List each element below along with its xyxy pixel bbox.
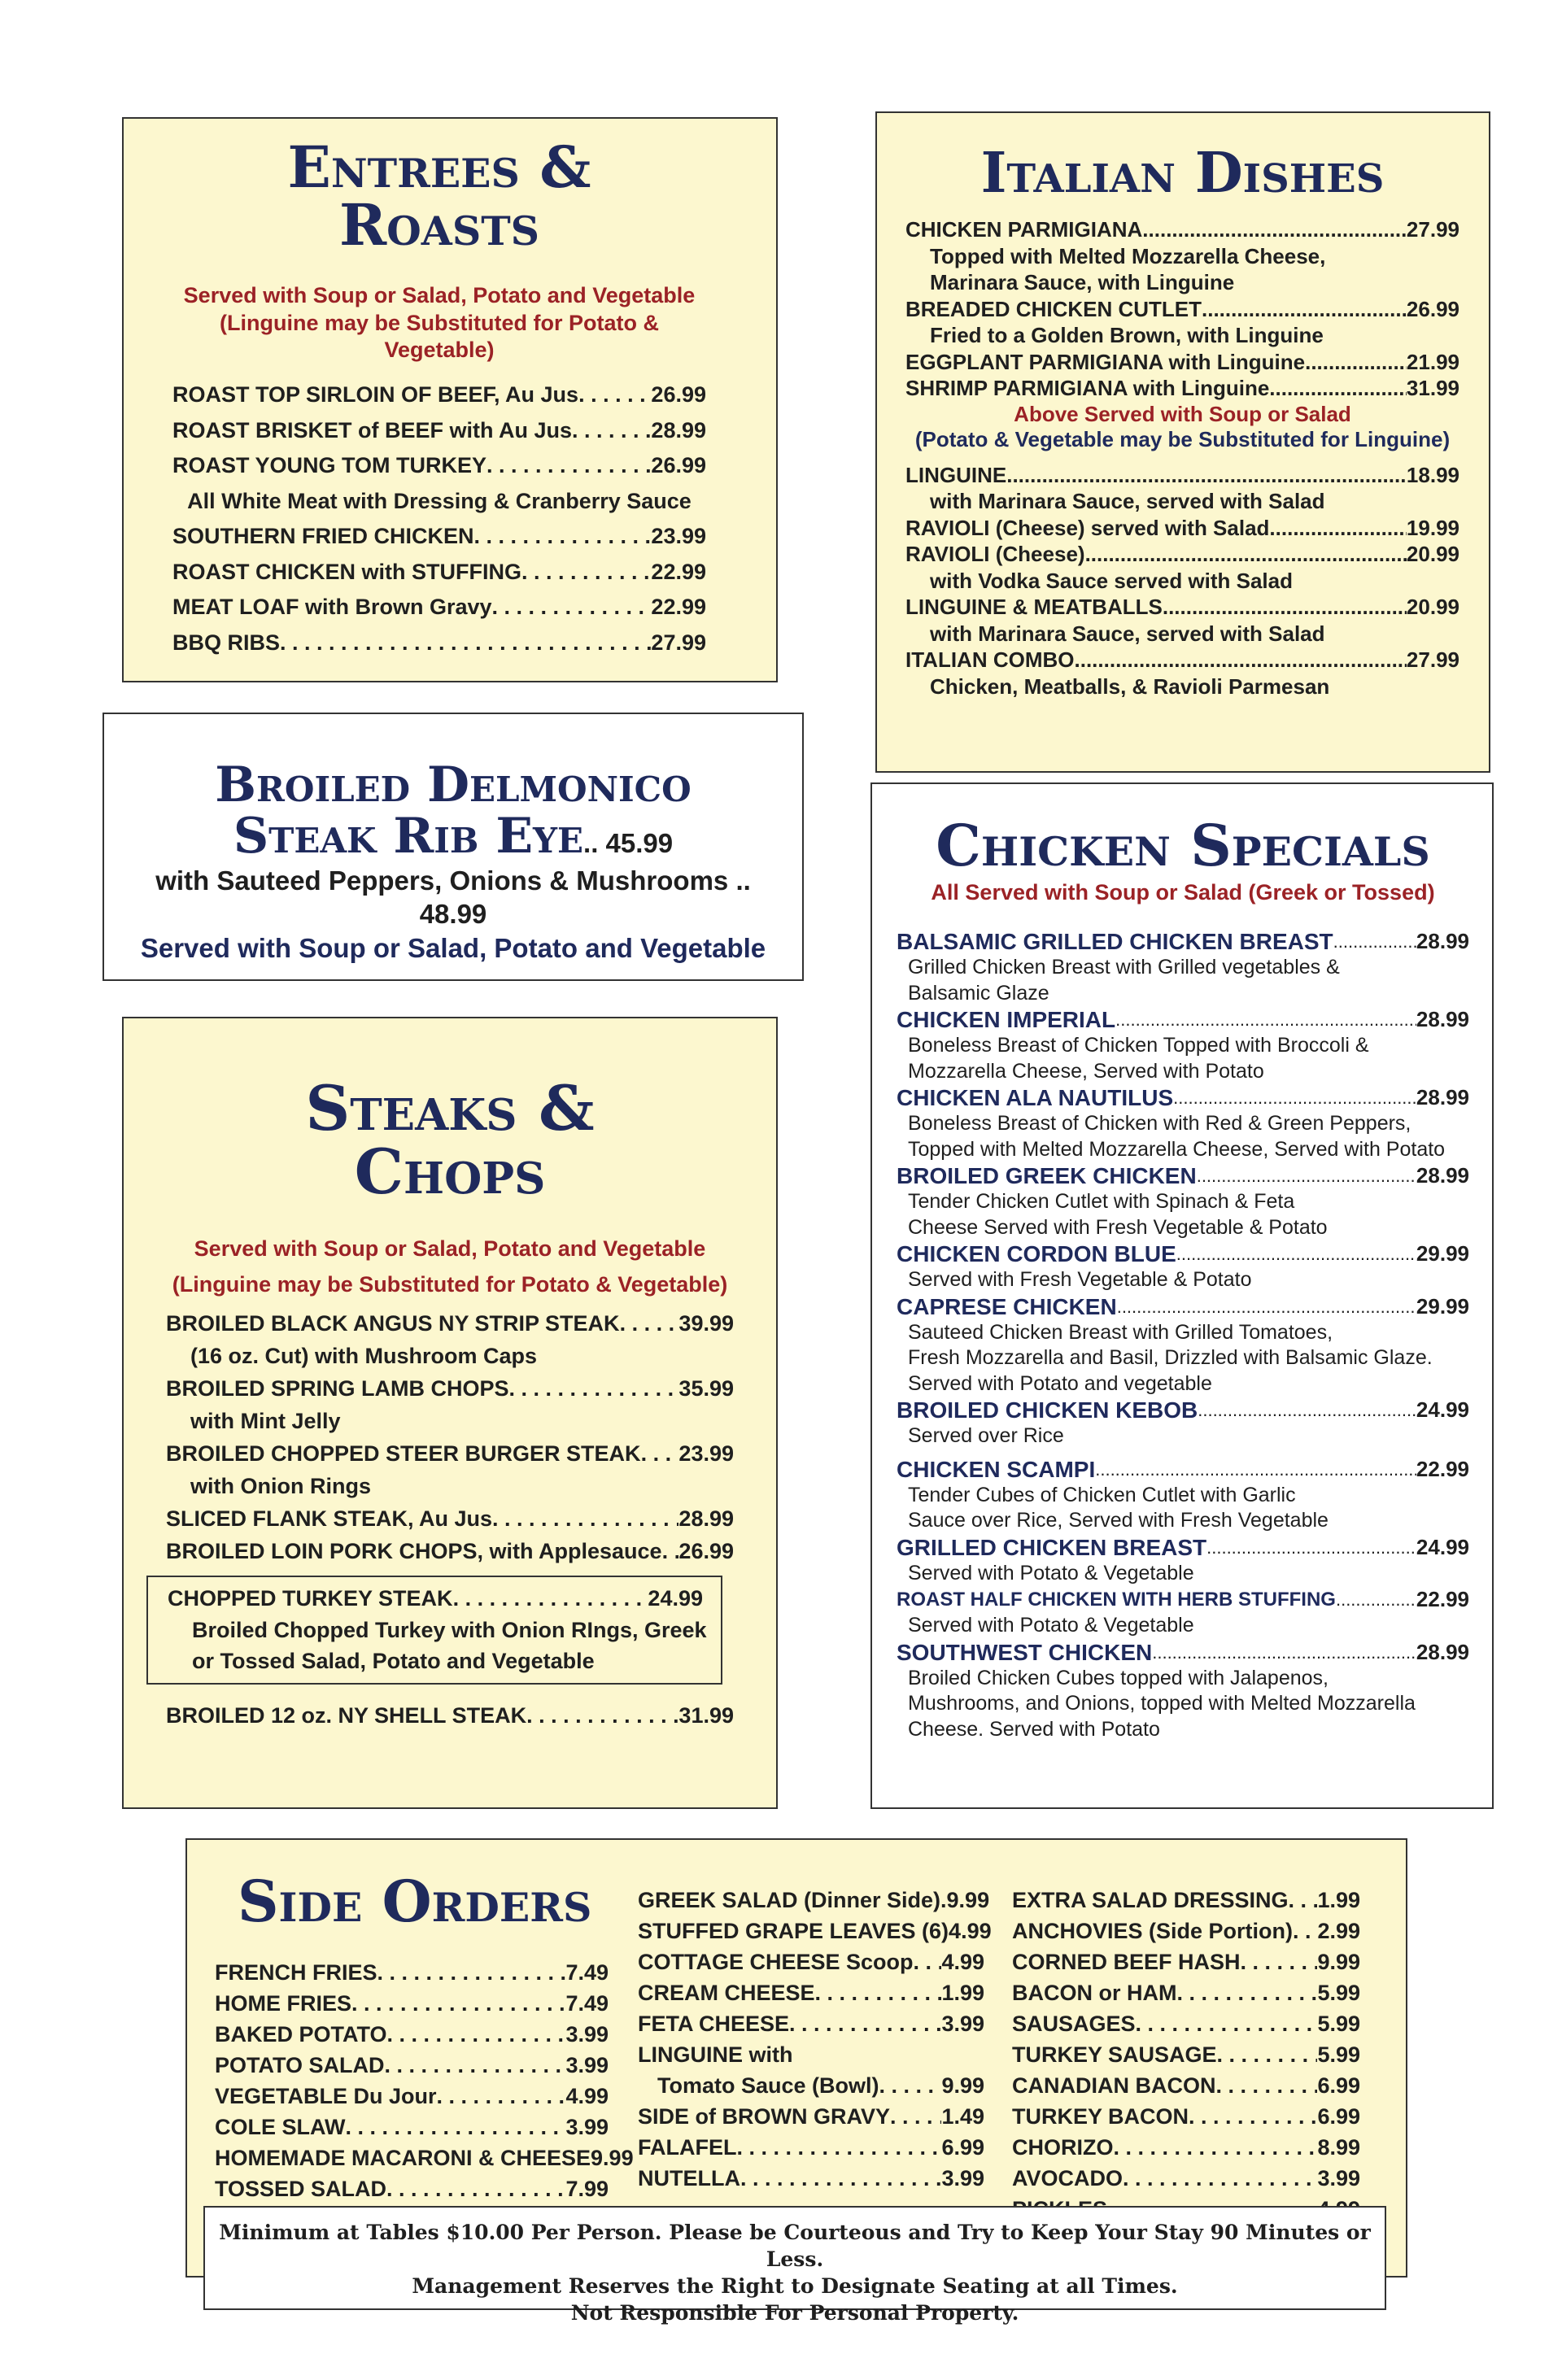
- menu-item-name: BALSAMIC GRILLED CHICKEN BREAST: [897, 929, 1333, 955]
- menu-item-description: with Marinara Sauce, served with Salad: [930, 489, 1325, 514]
- dot-leader: [1336, 1586, 1416, 1613]
- menu-item: ROAST BRISKET of BEEF with Au Jus . . . 28.99: [172, 413, 706, 449]
- menu-item: [897, 1534, 1469, 1561]
- menu-item: [897, 1162, 1469, 1189]
- menu-item-description: Chicken, Meatballs, & Ravioli Parmesan: [930, 673, 1330, 699]
- menu-item-price: 28.99: [1416, 929, 1469, 954]
- menu-item: [897, 928, 1469, 955]
- menu-item-name: COTTAGE CHEESE Scoop: [638, 1950, 914, 1974]
- menu-item-name: BACON or HAM: [1012, 1981, 1177, 2005]
- dot-leader: [740, 2163, 941, 2194]
- menu-item-price: 1.49: [941, 2104, 984, 2129]
- menu-item-price: 28.99: [1416, 1085, 1469, 1110]
- menu-item: [638, 2132, 984, 2163]
- menu-item: [215, 2081, 609, 2112]
- menu-item-price: 3.99: [1317, 2166, 1360, 2190]
- menu-item-description: Served with Potato & Vegetable: [908, 1561, 1194, 1584]
- steaks-chops-section: [122, 1017, 778, 1809]
- menu-item-name: ITALIAN COMBO: [905, 647, 1075, 673]
- menu-item-price: .9.99: [940, 1888, 990, 1912]
- menu-item: [638, 2008, 984, 2039]
- entrees-title: Entrees & Roasts: [287, 133, 591, 259]
- dot-leader: [437, 2081, 566, 2112]
- menu-item-name: COLE SLAW: [215, 2115, 346, 2139]
- menu-item: BBQ RIBS . . . 27.99: [172, 626, 706, 661]
- menu-item-description: or Tossed Salad, Potato and Vegetable: [192, 1648, 595, 1673]
- menu-item: [1012, 2132, 1360, 2163]
- dot-leader: [815, 1977, 942, 2008]
- menu-item: [638, 2101, 984, 2132]
- menu-item-price: 24.99: [1416, 1397, 1469, 1423]
- steaks-note-substitute: (Linguine may be Substituted for Potato & Vegetable): [172, 1271, 728, 1297]
- menu-item-price: 20.99: [1406, 542, 1459, 567]
- menu-item-price: 29.99: [1416, 1241, 1469, 1266]
- dot-leader: [351, 1988, 565, 2019]
- menu-item-name: EGGPLANT PARMIGIANA with Linguine: [905, 349, 1306, 374]
- menu-item-description: Served over Rice: [908, 1424, 1064, 1448]
- menu-item: [897, 1586, 1469, 1613]
- menu-item: [215, 2050, 609, 2081]
- menu-item-name: TURKEY SAUSAGE: [1012, 2042, 1217, 2067]
- menu-item: [905, 216, 1459, 243]
- menu-item-name: STUFFED GRAPE LEAVES (6): [638, 1919, 949, 1943]
- menu-item: [638, 2163, 984, 2194]
- menu-item: ROAST CHICKEN with STUFFING . . . 22.99: [172, 555, 706, 591]
- menu-item-description: Balsamic Glaze: [908, 981, 1049, 1005]
- italian-dishes-section: [875, 111, 1490, 773]
- entrees-roasts-section: [122, 117, 778, 682]
- chicken-specials-section: [870, 782, 1494, 1809]
- italian-title: Italian Dishes: [980, 141, 1385, 206]
- dot-leader: [1177, 1977, 1318, 2008]
- dot-leader: [387, 2019, 566, 2050]
- dot-leader: [1085, 541, 1407, 568]
- menu-item-name: FETA CHEESE: [638, 2012, 790, 2036]
- menu-item-description: Cheese Served with Fresh Vegetable & Potato: [908, 1215, 1328, 1239]
- menu-item-name: SIDE of BROWN GRAVY: [638, 2104, 890, 2129]
- menu-item-name: CAPRESE CHICKEN: [897, 1293, 1117, 1319]
- delmonico-option: with Sauteed Peppers, Onions & Mushrooms .. 48.99: [155, 865, 751, 930]
- delmonico-price: .. 45.99: [583, 828, 674, 858]
- menu-item-name: CORNED BEEF HASH: [1012, 1950, 1241, 1974]
- dot-leader: [1241, 1946, 1318, 1977]
- sides-column-2: [638, 1885, 992, 2194]
- menu-item: [638, 1916, 992, 1946]
- menu-item-price: 4.99: [941, 1950, 984, 1974]
- dot-leader: [1333, 928, 1416, 955]
- dot-leader: [1142, 216, 1407, 243]
- menu-item-description: Fresh Mozzarella and Basil, Drizzled with Balsamic Glaze.: [908, 1346, 1433, 1370]
- dot-leader: [1305, 349, 1407, 376]
- menu-item-name: Tomato Sauce (Bowl): [657, 2073, 879, 2098]
- dot-leader: [1152, 1639, 1416, 1666]
- menu-item-description: Sauce over Rice, Served with Fresh Vegetable: [908, 1509, 1329, 1532]
- menu-item: BROILED LOIN PORK CHOPS, with Applesauce . . . 26.99: [166, 1535, 734, 1567]
- delmonico-note: Served with Soup or Salad, Potato and Vegetable: [140, 932, 766, 963]
- menu-item: [1012, 1977, 1360, 2008]
- menu-item: [1012, 1916, 1360, 1946]
- dot-leader: [879, 2070, 942, 2101]
- menu-item-description: Marinara Sauce, with Linguine: [930, 270, 1235, 295]
- dot-leader: [1075, 647, 1407, 673]
- menu-item-price: 29.99: [1416, 1293, 1469, 1319]
- dot-leader: [1114, 2132, 1318, 2163]
- dot-leader: [1269, 515, 1407, 542]
- menu-item-name: CHICKEN PARMIGIANA: [905, 217, 1143, 242]
- chicken-list: [897, 928, 1469, 1742]
- menu-item-description: with Marinara Sauce, served with Salad: [930, 621, 1325, 646]
- dot-leader: [1006, 462, 1407, 489]
- dot-leader: [1206, 1534, 1416, 1561]
- menu-item-price: 24.99: [1416, 1534, 1469, 1559]
- menu-item: [1012, 1885, 1360, 1916]
- menu-item-price: 3.99: [565, 2053, 609, 2077]
- menu-item-price: 3.99: [565, 2022, 609, 2047]
- dot-leader: [385, 2050, 566, 2081]
- menu-item-description: Tender Cubes of Chicken Cutlet with Garlic: [908, 1483, 1296, 1506]
- dot-leader: [377, 1957, 566, 1988]
- steaks-title: Steaks & Chops: [305, 1072, 595, 1208]
- italian-note-substitute: (Potato & Vegetable may be Substituted for Linguine): [914, 426, 1451, 451]
- menu-item-price: 22.99: [1416, 1456, 1469, 1481]
- menu-item: [1012, 2101, 1360, 2132]
- dot-leader: [1136, 2008, 1318, 2039]
- menu-item-price: 6.99: [941, 2135, 984, 2160]
- footer-line: Not Responsible For Personal Property.: [570, 2301, 1019, 2325]
- menu-item-name: CREAM CHEESE: [638, 1981, 815, 2005]
- menu-item-description: with Mint Jelly: [190, 1408, 341, 1433]
- menu-item: [897, 1006, 1469, 1033]
- menu-item-description: Topped with Melted Mozzarella Cheese, Served with Potato: [908, 1137, 1446, 1161]
- menu-item-description: with Vodka Sauce served with Salad: [930, 568, 1293, 593]
- menu-item-name: AVOCADO: [1012, 2166, 1124, 2190]
- footer-line: Management Reserves the Right to Designate Seating at all Times.: [412, 2274, 1178, 2298]
- menu-item-price: 4.99: [949, 1919, 992, 1943]
- menu-item-name: CHICKEN IMPERIAL: [897, 1007, 1116, 1033]
- menu-item-name: BREADED CHICKEN CUTLET: [905, 296, 1202, 321]
- dot-leader: [1189, 2101, 1317, 2132]
- dot-leader: [1269, 375, 1407, 402]
- chicken-note: All Served with Soup or Salad (Greek or Tossed): [931, 880, 1435, 905]
- turkey-steak-callout: [146, 1576, 722, 1685]
- chicken-title: Chicken Specials: [936, 812, 1430, 879]
- menu-item-name: GREEK SALAD (Dinner Side): [638, 1888, 941, 1912]
- menu-item: BROILED 12 oz. NY SHELL STEAK . . . 31.99: [166, 1699, 734, 1732]
- dot-leader: [1216, 2070, 1318, 2101]
- menu-item-price: 9.99: [1317, 1950, 1360, 1974]
- menu-item-price: 7.49: [565, 1960, 609, 1985]
- menu-item: MEAT LOAF with Brown Gravy . . . 22.99: [172, 590, 706, 626]
- menu-item-price: 20.99: [1406, 595, 1459, 620]
- footer-notice: [203, 2206, 1386, 2325]
- menu-item: CHOPPED TURKEY STEAK . . . 24.99: [168, 1582, 703, 1615]
- menu-item-description: Served with Potato and vegetable: [908, 1371, 1212, 1395]
- menu-item: SLICED FLANK STEAK, Au Jus . . . 28.99: [166, 1502, 734, 1535]
- menu-item-description: Boneless Breast of Chicken with Red & Green Peppers,: [908, 1112, 1411, 1136]
- menu-item-description: Tender Chicken Cutlet with Spinach & Feta: [908, 1190, 1295, 1214]
- menu-item-price: 19.99: [1406, 515, 1459, 540]
- menu-item-description: Grilled Chicken Breast with Grilled vegetables &: [908, 956, 1340, 979]
- menu-item-name: LINGUINE: [905, 462, 1007, 487]
- menu-item-name: NUTELLA: [638, 2166, 740, 2190]
- menu-item-price: 27.99: [1406, 647, 1459, 673]
- menu-item: [905, 594, 1459, 621]
- menu-item-name: TOSSED SALAD: [215, 2177, 387, 2201]
- menu-item: [215, 1957, 609, 1988]
- menu-item-name: BAKED POTATO: [215, 2022, 387, 2047]
- menu-item: [638, 1977, 984, 2008]
- menu-item-name: VEGETABLE Du Jour: [215, 2084, 437, 2108]
- menu-item-name: SOUTHWEST CHICKEN: [897, 1639, 1153, 1665]
- menu-item-description: (16 oz. Cut) with Mushroom Caps: [190, 1343, 538, 1368]
- dot-leader: [1163, 594, 1407, 621]
- menu-item-price: 4.99: [565, 2084, 609, 2108]
- menu-item-name: LINGUINE with: [638, 2042, 793, 2067]
- menu-item-name: SAUSAGES: [1012, 2012, 1136, 2036]
- italian-note: Above Served with Soup or Salad: [1014, 401, 1351, 426]
- menu-item-price: 26.99: [1406, 296, 1459, 321]
- dot-leader: [386, 2173, 565, 2204]
- dot-leader: [1198, 1397, 1416, 1423]
- menu-item-price: 1.99: [941, 1981, 984, 2005]
- menu-item-description: Served with Fresh Vegetable & Potato: [908, 1268, 1252, 1292]
- dot-leader: [789, 2008, 941, 2039]
- dot-leader: [1173, 1084, 1416, 1111]
- spacer: [897, 1449, 1469, 1456]
- steaks-note: Served with Soup or Salad, Potato and Vegetable: [194, 1236, 706, 1262]
- menu-item: [215, 2112, 609, 2142]
- sides-title: Side Orders: [238, 1868, 592, 1935]
- menu-item: [638, 1946, 984, 1977]
- menu-item: [897, 1240, 1469, 1267]
- menu-item: [215, 2142, 634, 2173]
- menu-item: [905, 647, 1459, 673]
- menu-item-description: Topped with Melted Mozzarella Cheese,: [930, 243, 1326, 268]
- menu-item: [897, 1084, 1469, 1111]
- menu-item-name: FALAFEL: [638, 2135, 737, 2160]
- entrees-note-substitute: (Linguine may be Substituted for Potato & Vegetable): [220, 310, 659, 363]
- menu-item: ROAST TOP SIRLOIN OF BEEF, Au Jus . . . 26.99: [172, 377, 706, 413]
- menu-item: BROILED BLACK ANGUS NY STRIP STEAK . . . 39.99: [166, 1307, 734, 1340]
- dot-leader: [1117, 1293, 1416, 1320]
- menu-item-name: CHICKEN SCAMPI: [897, 1456, 1096, 1482]
- delmonico-title: Broiled Delmonico Steak Rib Eye.. 45.99: [215, 756, 692, 865]
- menu-item: [215, 1988, 609, 2019]
- menu-item: [905, 462, 1459, 489]
- menu-item: [897, 1293, 1469, 1320]
- menu-item-price: 1.99: [1317, 1888, 1360, 1912]
- menu-item-description: Mushrooms, and Onions, topped with Melted Mozzarella: [908, 1692, 1416, 1715]
- menu-item-price: 22.99: [1416, 1587, 1469, 1612]
- menu-item: [1012, 2008, 1360, 2039]
- menu-item: [897, 1639, 1469, 1666]
- menu-item-price: 6.99: [1317, 2104, 1360, 2129]
- dot-leader: [1202, 296, 1407, 323]
- menu-item: [215, 2173, 609, 2204]
- menu-item-description: All White Meat with Dressing & Cranberry Sauce: [187, 488, 692, 513]
- italian-pasta-list: [905, 462, 1459, 700]
- menu-item-price: 9.99: [591, 2146, 634, 2170]
- menu-item: [1012, 2070, 1360, 2101]
- dot-leader: [1293, 1916, 1317, 1946]
- menu-item-name: FRENCH FRIES: [215, 1960, 377, 1985]
- dot-leader: [1115, 1006, 1416, 1033]
- dot-leader: [914, 1946, 942, 1977]
- italian-parm-list: [905, 216, 1459, 402]
- menu-item: BROILED SPRING LAMB CHOPS . . . 35.99: [166, 1372, 734, 1405]
- menu-item-name: SHRIMP PARMIGIANA with Linguine: [905, 376, 1270, 401]
- footer-line: Minimum at Tables $10.00 Per Person. Please be Courteous and Try to Keep Your Stay 90 Minutes or Less.: [219, 2221, 1371, 2271]
- menu-item-price: 7.99: [565, 2177, 609, 2201]
- menu-item-price: 21.99: [1406, 349, 1459, 374]
- menu-item-description: Sauteed Chicken Breast with Grilled Tomatoes,: [908, 1320, 1333, 1344]
- menu-item: [1012, 2163, 1360, 2194]
- menu-item-price: 6.99: [1317, 2073, 1360, 2098]
- menu-item: ROAST YOUNG TOM TURKEY . . . 26.99: [172, 448, 706, 484]
- menu-item-description: Broiled Chopped Turkey with Onion RIngs, Greek: [192, 1617, 707, 1642]
- menu-item-price: 9.99: [941, 2073, 984, 2098]
- dot-leader: [1289, 1885, 1318, 1916]
- menu-item-name: ANCHOVIES (Side Portion): [1012, 1919, 1294, 1943]
- dot-leader: [1176, 1240, 1416, 1267]
- menu-item-description: Cheese. Served with Potato: [908, 1717, 1160, 1741]
- menu-item-name: EXTRA SALAD DRESSING: [1012, 1888, 1289, 1912]
- dot-leader: [737, 2132, 942, 2163]
- menu-item-name: HOME FRIES: [215, 1991, 352, 2016]
- menu-item-name: BROILED CHICKEN KEBOB: [897, 1397, 1198, 1423]
- menu-item: [638, 1885, 990, 1916]
- menu-item-description: Served with Potato & Vegetable: [908, 1614, 1194, 1637]
- menu-item: SOUTHERN FRIED CHICKEN . . . 23.99: [172, 519, 706, 555]
- dot-leader: [1123, 2163, 1317, 2194]
- menu-item-price: 8.99: [1317, 2135, 1360, 2160]
- menu-item-name: CANADIAN BACON: [1012, 2073, 1216, 2098]
- menu-item: [905, 296, 1459, 323]
- menu-item-name: CHICKEN ALA NAUTILUS: [897, 1085, 1174, 1111]
- menu-item: [1012, 2039, 1360, 2070]
- menu-item: [905, 541, 1459, 568]
- menu-item-price: 7.49: [565, 1991, 609, 2016]
- sides-column-1: [215, 1957, 634, 2204]
- menu-item-name: HOMEMADE MACARONI & CHEESE: [215, 2146, 591, 2170]
- menu-item-price: 3.99: [941, 2166, 984, 2190]
- menu-item-price: 27.99: [1406, 217, 1459, 242]
- menu-item: [905, 375, 1459, 402]
- menu-item-price: 5.99: [1317, 2042, 1360, 2067]
- menu-item-name: RAVIOLI (Cheese): [905, 542, 1085, 567]
- delmonico-section: [103, 713, 804, 981]
- menu-item-price: 2.99: [1317, 1919, 1360, 1943]
- menu-item-name: BROILED GREEK CHICKEN: [897, 1163, 1197, 1189]
- dot-leader: [1217, 2039, 1318, 2070]
- menu-item-price: 18.99: [1406, 462, 1459, 487]
- menu-item-description: Broiled Chicken Cubes topped with Jalapenos,: [908, 1666, 1329, 1689]
- entrees-note: Served with Soup or Salad, Potato and Vegetable: [183, 282, 696, 307]
- sides-column-3: [1012, 1885, 1360, 2225]
- menu-item-description: Mozzarella Cheese, Served with Potato: [908, 1059, 1264, 1083]
- menu-item-description: with Onion Rings: [190, 1473, 371, 1498]
- menu-item-price: 3.99: [565, 2115, 609, 2139]
- dot-leader: [1197, 1162, 1416, 1189]
- menu-item: [905, 349, 1459, 376]
- dot-leader: [890, 2101, 941, 2132]
- menu-item-price: 3.99: [941, 2012, 984, 2036]
- menu-item-description: Fried to a Golden Brown, with Linguine: [930, 323, 1324, 348]
- menu-item-price: 31.99: [1406, 376, 1459, 401]
- menu-item: [638, 2070, 984, 2101]
- menu-item-name: CHORIZO: [1012, 2135, 1114, 2160]
- menu-item: [905, 515, 1459, 542]
- menu-item: [897, 1397, 1469, 1423]
- menu-item: BROILED CHOPPED STEER BURGER STEAK . . . 23.99: [166, 1437, 734, 1470]
- menu-item-name: ROAST HALF CHICKEN WITH HERB STUFFING: [897, 1589, 1336, 1611]
- menu-item-name: LINGUINE & MEATBALLS: [905, 595, 1163, 620]
- menu-item-price: 28.99: [1416, 1163, 1469, 1188]
- menu-item-price: 28.99: [1416, 1007, 1469, 1032]
- menu-item: [1012, 1946, 1360, 1977]
- menu-item: [215, 2019, 609, 2050]
- menu-item-price: 5.99: [1317, 2012, 1360, 2036]
- menu-item-name: POTATO SALAD: [215, 2053, 385, 2077]
- dot-leader: [1095, 1456, 1416, 1483]
- menu-item-name: RAVIOLI (Cheese) served with Salad: [905, 515, 1270, 540]
- menu-item-name: GRILLED CHICKEN BREAST: [897, 1534, 1207, 1560]
- menu-item-price: 28.99: [1416, 1639, 1469, 1664]
- dot-leader: [346, 2112, 566, 2142]
- menu-item-name: CHICKEN CORDON BLUE: [897, 1241, 1176, 1267]
- menu-item: [897, 1456, 1469, 1483]
- menu-item-price: 5.99: [1317, 1981, 1360, 2005]
- menu-item-name: TURKEY BACON: [1012, 2104, 1189, 2129]
- menu-item-description: Boneless Breast of Chicken Topped with Broccoli &: [908, 1034, 1369, 1057]
